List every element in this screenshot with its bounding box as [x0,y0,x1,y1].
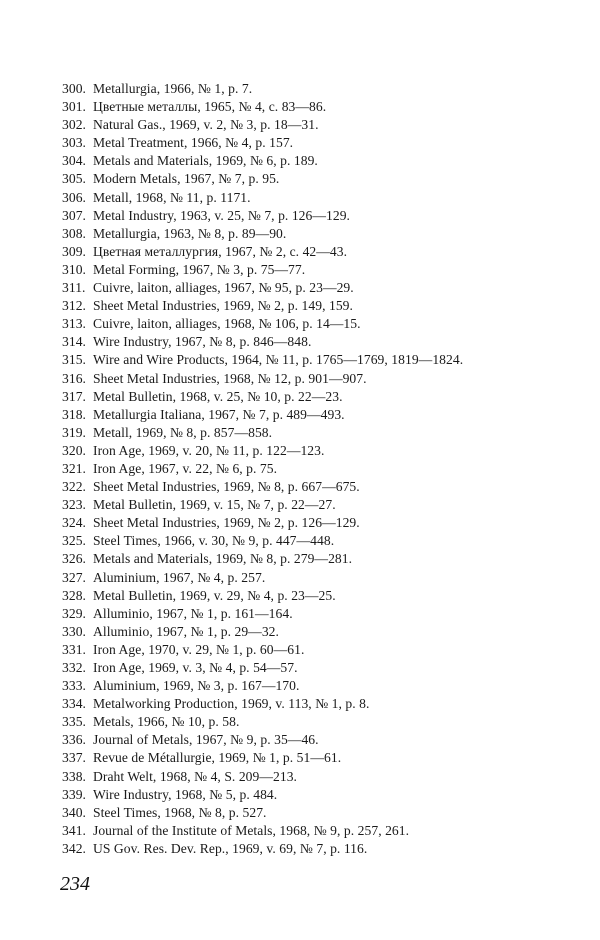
reference-item [62,134,582,152]
reference-number: 307. [62,207,86,223]
reference-item [62,605,582,623]
reference-number: 304. [62,153,86,169]
reference-item [62,569,582,587]
reference-text: Iron Age, 1969, v. 3, № 4, p. 54—57. [93,660,298,675]
reference-text: Alluminio, 1967, № 1, p. 29—32. [93,623,279,639]
reference-number: 334. [62,696,86,712]
reference-item [62,713,582,731]
reference-number: 321. [62,460,86,476]
reference-text: Revue de Métallurgie, 1969, № 1, p. 51—61. [93,750,342,766]
reference-number: 300. [62,81,86,96]
reference-number: 303. [62,135,86,151]
reference-text: Metals and Materials, 1969, № 6, p. 189. [93,153,318,169]
reference-number: 318. [62,406,86,422]
reference-text: Journal of Metals, 1967, № 9, p. 35—46. [93,732,319,748]
reference-item [62,804,582,822]
reference-item [62,424,582,442]
reference-number: 309. [62,243,86,259]
reference-item [62,786,582,804]
reference-text: Metal Forming, 1967, № 3, p. 75—77. [93,261,306,277]
reference-number: 332. [62,660,86,675]
reference-number: 326. [62,551,86,567]
reference-item [62,768,582,786]
reference-number: 337. [62,750,86,766]
reference-number: 330. [62,623,86,639]
reference-text: Metal Treatment, 1966, № 4, p. 157. [93,135,294,151]
reference-item [62,460,582,478]
reference-number: 340. [62,804,86,820]
reference-text: US Gov. Res. Dev. Rep., 1969, v. 69, № 7, p. 116. [93,840,368,856]
reference-number: 327. [62,569,86,585]
reference-item [62,695,582,713]
reference-item [62,840,582,858]
reference-item [62,243,582,261]
reference-number: 313. [62,316,86,332]
reference-item [62,116,582,134]
reference-text: Wire Industry, 1968, № 5, p. 484. [93,786,278,802]
reference-number: 317. [62,388,86,404]
reference-item [62,677,582,695]
reference-item [62,641,582,659]
reference-text: Iron Age, 1969, v. 20, № 11, p. 122—123. [93,442,325,458]
reference-text: Metallurgia, 1966, № 1, p. 7. [93,81,253,96]
reference-item [62,333,582,351]
reference-item [62,370,582,388]
reference-item [62,80,582,98]
reference-item [62,532,582,550]
reference-number: 306. [62,189,86,205]
reference-text: Draht Welt, 1968, № 4, S. 209—213. [93,768,298,784]
reference-item [62,189,582,207]
reference-item [62,315,582,333]
reference-text: Iron Age, 1967, v. 22, № 6, p. 75. [93,460,278,476]
reference-text: Sheet Metal Industries, 1969, № 8, p. 667—675. [93,479,360,495]
reference-number: 331. [62,641,86,657]
reference-text: Journal of the Institute of Metals, 1968, № 9, p. 257, 261. [93,822,410,838]
reference-text: Steel Times, 1968, № 8, p. 527. [93,804,267,820]
reference-item [62,279,582,297]
reference-text: Wire and Wire Products, 1964, № 11, p. 1765—1769, 1819—1824. [93,352,464,368]
reference-number: 339. [62,786,86,802]
reference-item [62,98,582,116]
reference-number: 314. [62,334,86,350]
reference-text: Steel Times, 1966, v. 30, № 9, p. 447—448. [93,533,335,549]
reference-number: 312. [62,298,86,314]
reference-text: Metall, 1968, № 11, p. 1171. [93,189,251,205]
reference-number: 335. [62,714,86,730]
reference-number: 320. [62,442,86,458]
reference-text: Sheet Metal Industries, 1969, № 2, p. 126—129. [93,515,360,531]
reference-text: Natural Gas., 1969, v. 2, № 3, p. 18—31. [93,117,319,133]
reference-text: Wire Industry, 1967, № 8, p. 846—848. [93,334,312,350]
reference-number: 329. [62,605,86,621]
reference-number: 316. [62,370,86,386]
reference-number: 311. [62,280,86,296]
reference-text: Iron Age, 1970, v. 29, № 1, p. 60—61. [93,641,305,657]
reference-item [62,297,582,315]
reference-text: Sheet Metal Industries, 1969, № 2, p. 149, 159. [93,298,353,314]
reference-item [62,478,582,496]
reference-number: 336. [62,732,86,748]
page-number: 234 [60,873,90,895]
reference-number: 301. [62,99,86,115]
reference-number: 341. [62,822,86,838]
reference-list [62,80,582,858]
reference-item [62,822,582,840]
reference-text: Aluminium, 1967, № 4, p. 257. [93,569,266,585]
reference-text: Metal Bulletin, 1968, v. 25, № 10, p. 22—23. [93,388,343,404]
reference-text: Metallurgia Italiana, 1967, № 7, p. 489—493. [93,406,345,422]
reference-item [62,749,582,767]
reference-text: Cuivre, laiton, alliages, 1967, № 95, p. 23—29. [93,280,354,296]
reference-number: 310. [62,261,86,277]
reference-item [62,442,582,460]
reference-number: 338. [62,768,86,784]
reference-item [62,351,582,369]
reference-text: Цветная металлургия, 1967, № 2, с. 42—43. [93,243,348,259]
reference-number: 308. [62,225,86,241]
reference-number: 305. [62,171,86,187]
reference-item [62,388,582,406]
reference-item [62,406,582,424]
reference-item [62,170,582,188]
reference-text: Metal Industry, 1963, v. 25, № 7, p. 126—129. [93,207,350,223]
reference-text: Metal Bulletin, 1969, v. 29, № 4, p. 23—25. [93,587,336,603]
reference-text: Modern Metals, 1967, № 7, p. 95. [93,171,280,187]
reference-number: 323. [62,497,86,513]
reference-number: 315. [62,352,86,368]
reference-number: 319. [62,424,86,440]
reference-item [62,550,582,568]
reference-text: Aluminium, 1969, № 3, p. 167—170. [93,678,300,694]
reference-item [62,587,582,605]
reference-text: Sheet Metal Industries, 1968, № 12, p. 901—907. [93,370,367,386]
reference-item [62,731,582,749]
reference-number: 342. [62,840,86,856]
reference-item [62,659,582,677]
reference-item [62,152,582,170]
reference-number: 302. [62,117,86,133]
reference-text: Цветные металлы, 1965, № 4, с. 83—86. [93,99,327,115]
reference-number: 333. [62,678,86,694]
reference-number: 325. [62,533,86,549]
reference-item [62,514,582,532]
reference-text: Metall, 1969, № 8, p. 857—858. [93,424,273,440]
reference-text: Alluminio, 1967, № 1, p. 161—164. [93,605,293,621]
reference-item [62,496,582,514]
reference-item [62,207,582,225]
reference-text: Cuivre, laiton, alliages, 1968, № 106, p. 14—15. [93,316,361,332]
reference-text: Metal Bulletin, 1969, v. 15, № 7, p. 22—27. [93,497,336,513]
reference-number: 328. [62,587,86,603]
reference-item [62,623,582,641]
reference-text: Metals and Materials, 1969, № 8, p. 279—281. [93,551,353,567]
reference-item [62,261,582,279]
reference-text: Metallurgia, 1963, № 8, p. 89—90. [93,225,287,241]
reference-number: 322. [62,479,86,495]
reference-item [62,225,582,243]
reference-text: Metals, 1966, № 10, p. 58. [93,714,240,730]
reference-text: Metalworking Production, 1969, v. 113, № 1, p. 8. [93,696,370,712]
reference-number: 324. [62,515,86,531]
